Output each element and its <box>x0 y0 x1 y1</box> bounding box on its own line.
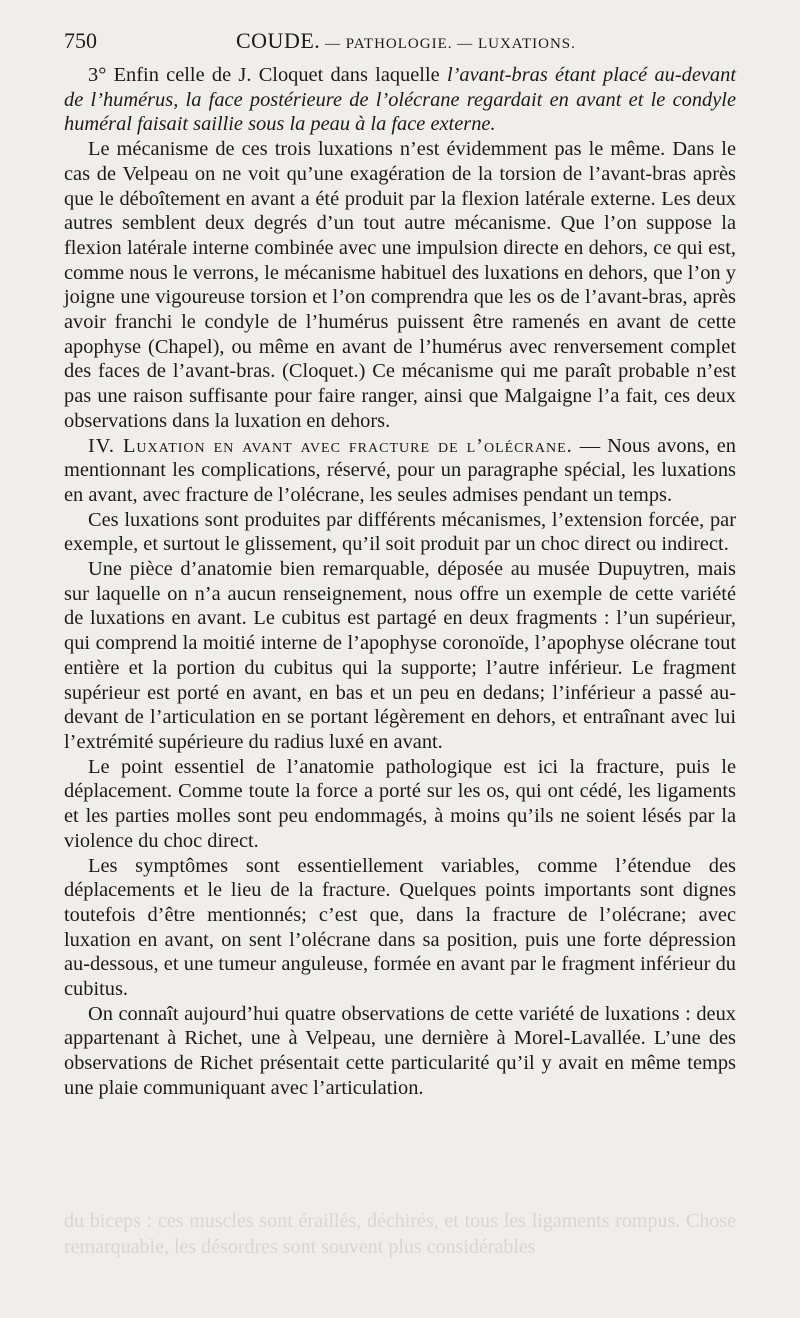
bleed-through-text: du biceps : ces muscles sont éraillés, déchirés, et tous les ligaments rompus. Chose remarquable, les désordres sont souvent plus considérables <box>64 1210 736 1258</box>
running-header <box>64 28 736 58</box>
section-iv-text: — Nous avons, en mentionnant les complications, réservé, pour un paragraphe spécial, les luxations en avant, avec fracture de l’olécrane, les seules admises pendant un temps. <box>64 434 736 506</box>
header-subsection: LUXATIONS. <box>477 36 576 52</box>
paragraph-mecanisme: Le mécanisme de ces trois luxations n’est évidemment pas le même. Dans le cas de Velpeau on ne voit qu’une exagération de la torsion de l’avant-bras après que le déboîtement en avant a été produit par la flexion latérale externe. Les deux autres semblent deux degrés d’un tout autre mécanisme. Que l’on suppose la flexion latérale interne combinée avec une impulsion directe en dehors, ce qui est, comme nous le verrons, le mécanisme habituel des luxations en dehors, que l’on y joigne une vigoureuse torsion et l’on comprendra que les os de l’avant-bras, après avoir franchi le condyle de l’humérus puissent être ramenés en avant de cette apophyse (Chapel), ou même en avant de l’humérus avec renversement complet des faces de l’avant-bras. (Cloquet.) Ce mécanisme qui me paraît probable n’est pas une raison suffisante pour faire ranger, ainsi que Malgaigne l’a fait, ces deux observations dans la luxation en dehors. <box>64 138 736 432</box>
header-dash-2: — <box>452 36 478 52</box>
paragraph-cloquet <box>64 63 736 137</box>
header-dash-1: — <box>320 36 346 52</box>
paragraph-piece-anatomie: Une pièce d’anatomie bien remarquable, déposée au musée Dupuytren, mais sur laquelle on n’a aucun renseignement, nous offre un exemple de cette variété de luxations en avant. Le cubitus est partagé en deux fragments : l’un supérieur, qui comprend la moitié interne de l’apophyse coronoïde, l’apophyse olécrane tout entière et la portion du cubitus qui la supporte; l’autre inférieur. Le fragment supérieur est porté en avant, en bas et un peu en dedans; l’inférieur a passé au-devant de l’articulation en se portant légèrement en dehors, et entraînant avec lui l’extrémité supérieure du radius luxé en avant. <box>64 558 736 753</box>
paragraph-cloquet-italic: l’avant-bras étant placé au-devant de l’humérus, la face postérieure de l’olécrane regardait en avant et le condyle huméral faisait saillie sous la peau à la face externe. <box>64 64 736 136</box>
paragraph-point-essentiel: Le point essentiel de l’anatomie pathologique est ici la fracture, puis le déplacement. Comme toute la force a porté sur les os, qui ont cédé, les ligaments et les parties molles sont peu endommagés, à moins qu’ils ne soient lésés par la violence du choc direct. <box>64 755 736 852</box>
paragraph-symptomes: Les symptômes sont essentiellement variables, comme l’étendue des déplacements et le lieu de la fracture. Quelques points importants sont dignes toutefois d’être mentionnés; c’est que, dans la fracture de l’olécrane; avec luxation en avant, on sent l’olécrane dans sa position, puis une forte dépression au-dessous, et une tumeur anguleuse, formée en avant par le fragment inférieur du cubitus. <box>64 854 736 1001</box>
header-section: PATHOLOGIE. <box>345 36 453 52</box>
paragraph-section-iv <box>64 434 736 508</box>
paragraph-mecanismes: Ces luxations sont produites par différents mécanismes, l’extension forcée, par exemple, et surtout le glissement, qu’il soit produit par un choc direct ou indirect. <box>64 508 736 556</box>
running-title <box>236 28 576 54</box>
page-number: 750 <box>64 28 97 53</box>
paragraph-observations: On connaît aujourd’hui quatre observations de cette variété de luxations : deux appartenant à Richet, une à Velpeau, une dernière à Morel-Lavallée. L’une des observations de Richet présentait cette particularité qu’il y avait en même temps une plaie communiquant avec l’articulation. <box>64 1002 736 1099</box>
section-iv-heading: IV. Luxation en avant avec fracture de l’olécrane. <box>88 434 573 457</box>
body-text <box>64 63 736 1101</box>
header-title: COUDE. <box>236 28 321 53</box>
paragraph-cloquet-lead: 3° Enfin celle de J. Cloquet dans laquelle <box>88 64 447 86</box>
